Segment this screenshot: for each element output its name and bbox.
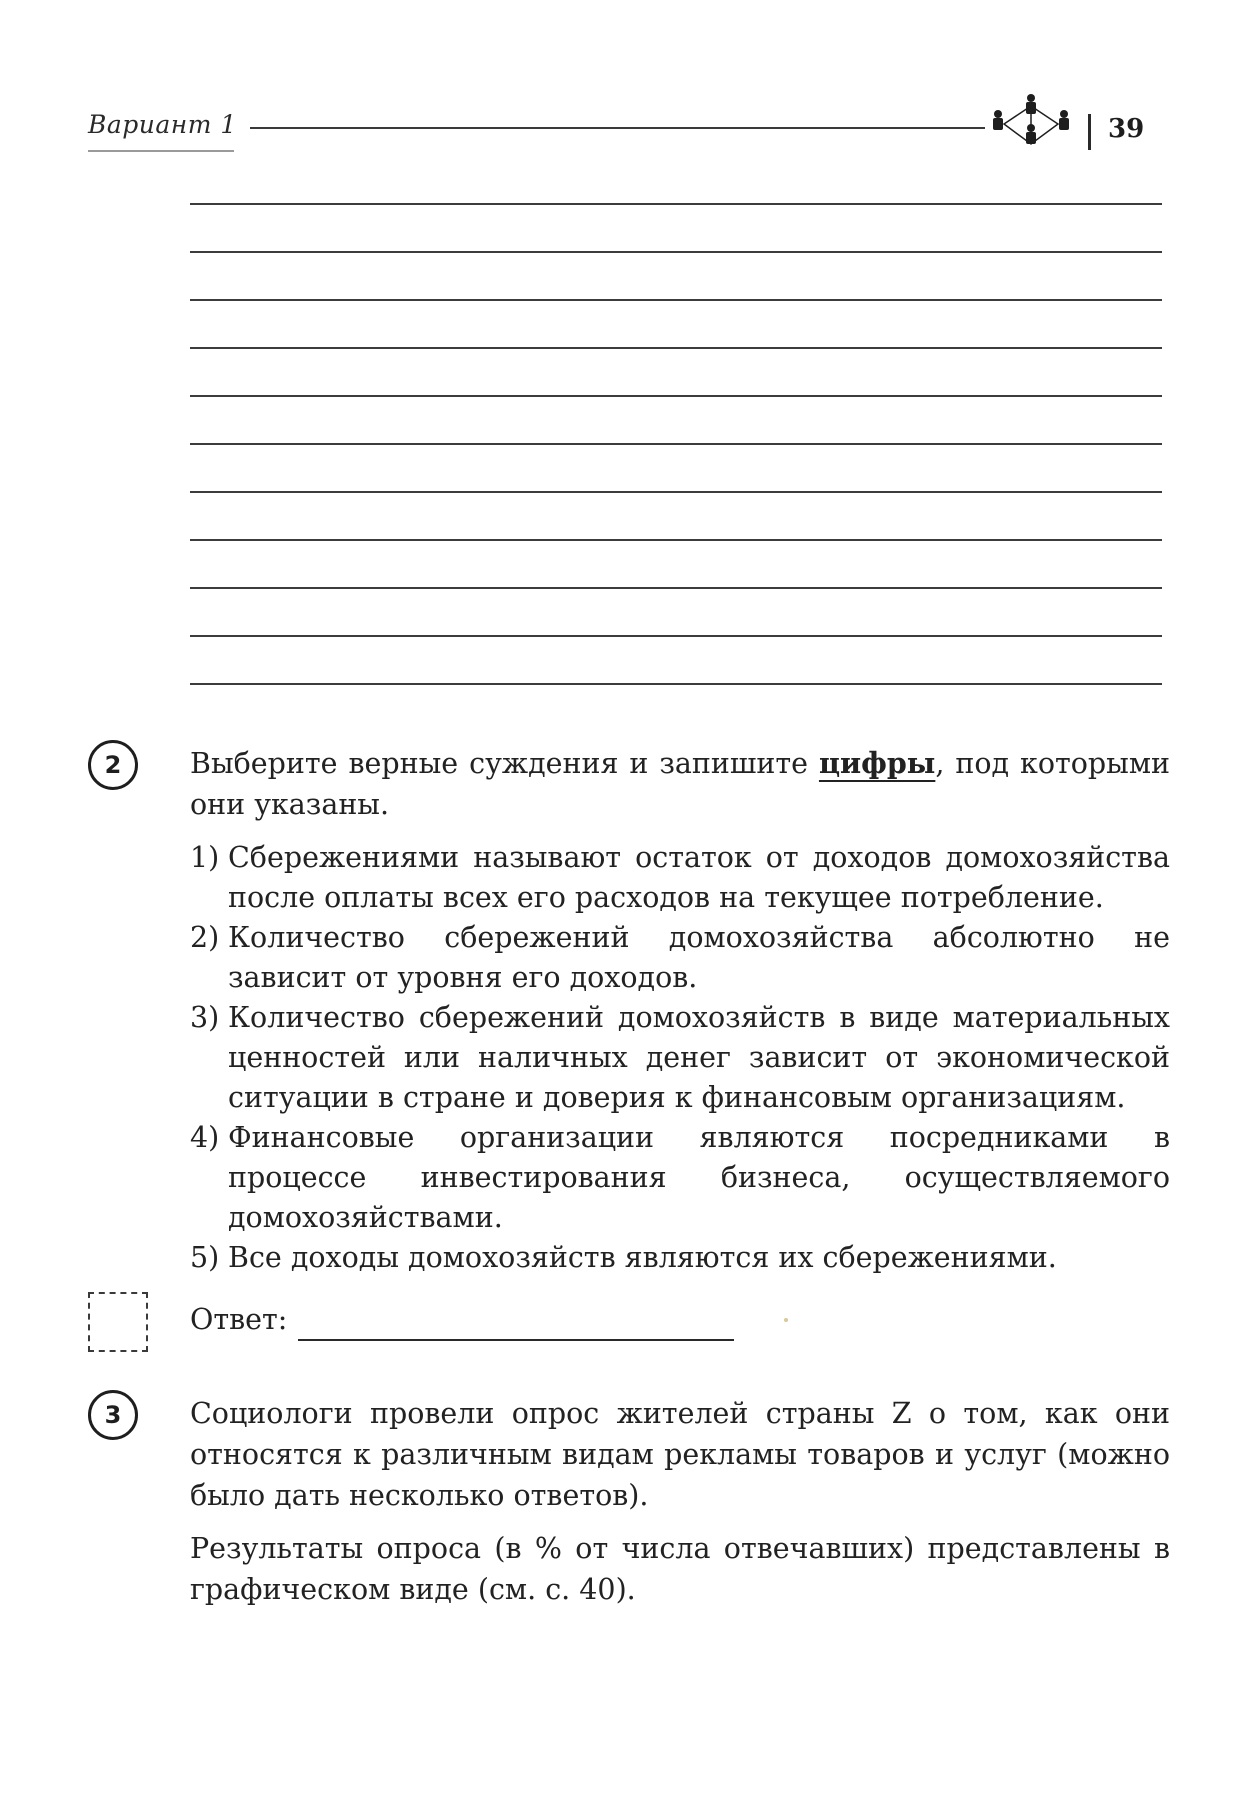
answer-line[interactable] bbox=[190, 635, 1162, 637]
people-network-icon bbox=[986, 92, 1076, 160]
task-2-prompt-start: Выберите верные суждения и запишите bbox=[190, 747, 819, 780]
answer-label: Ответ: bbox=[190, 1303, 288, 1336]
header-variant-underline bbox=[88, 150, 234, 152]
task-3-text bbox=[190, 1393, 1170, 1610]
task-2-number: 2 bbox=[88, 740, 138, 790]
answer-field[interactable] bbox=[298, 1339, 734, 1341]
option-number: 5) bbox=[190, 1241, 220, 1274]
task-2-options bbox=[190, 838, 1170, 1278]
answer-line[interactable] bbox=[190, 395, 1162, 397]
option-number: 1) bbox=[190, 841, 220, 874]
option-text: Количество сбережений домохозяйства абсолютно не зависит от уровня его доходов. bbox=[228, 921, 1170, 994]
option-text: Все доходы домохозяйств являются их сбережениями. bbox=[228, 1241, 1057, 1274]
answer-line[interactable] bbox=[190, 347, 1162, 349]
header-rule bbox=[250, 127, 985, 129]
option-item bbox=[190, 1238, 1170, 1278]
task-2-prompt bbox=[190, 743, 1170, 825]
header-separator bbox=[1088, 114, 1091, 150]
header-variant: Вариант 1 bbox=[88, 110, 237, 139]
option-text: Сбережениями называют остаток от доходов домохозяйства после оплаты всех его расходов на текущее потребление. bbox=[228, 841, 1170, 914]
option-text: Количество сбережений домохозяйств в виде материальных ценностей или наличных денег зависит от экономической ситуации в стране и доверия к финансовым организациям. bbox=[228, 1001, 1170, 1114]
option-item bbox=[190, 918, 1170, 998]
answer-line[interactable] bbox=[190, 443, 1162, 445]
option-text: Финансовые организации являются посредниками в процессе инвестирования бизнеса, осуществляемого домохозяйствами. bbox=[228, 1121, 1170, 1234]
task-2-prompt-end: , под которыми они указаны. bbox=[190, 747, 1171, 821]
task-3-paragraph-2: Результаты опроса (в % от числа отвечавших) представлены в графическом виде (см. с. 40). bbox=[190, 1532, 1170, 1606]
paper-speck bbox=[784, 1318, 788, 1322]
option-number: 2) bbox=[190, 921, 220, 954]
option-number: 4) bbox=[190, 1121, 220, 1154]
option-item bbox=[190, 1118, 1170, 1238]
answer-line[interactable] bbox=[190, 683, 1162, 685]
option-item bbox=[190, 998, 1170, 1118]
task-3-paragraph-1: Социологи провели опрос жителей страны Z о том, как они относятся к различным видам рекламы товаров и услуг (можно было дать несколько ответов). bbox=[190, 1397, 1170, 1512]
task-3-number: 3 bbox=[88, 1390, 138, 1440]
option-number: 3) bbox=[190, 1001, 220, 1034]
answer-line[interactable] bbox=[190, 539, 1162, 541]
answer-line[interactable] bbox=[190, 491, 1162, 493]
option-item bbox=[190, 838, 1170, 918]
answer-score-box[interactable] bbox=[88, 1292, 148, 1352]
answer-line[interactable] bbox=[190, 203, 1162, 205]
answer-lines bbox=[190, 203, 1162, 731]
answer-line[interactable] bbox=[190, 299, 1162, 301]
task-2-prompt-emphasis: цифры bbox=[818, 746, 936, 780]
page-number: 39 bbox=[1108, 114, 1145, 144]
answer-line[interactable] bbox=[190, 251, 1162, 253]
answer-line[interactable] bbox=[190, 587, 1162, 589]
